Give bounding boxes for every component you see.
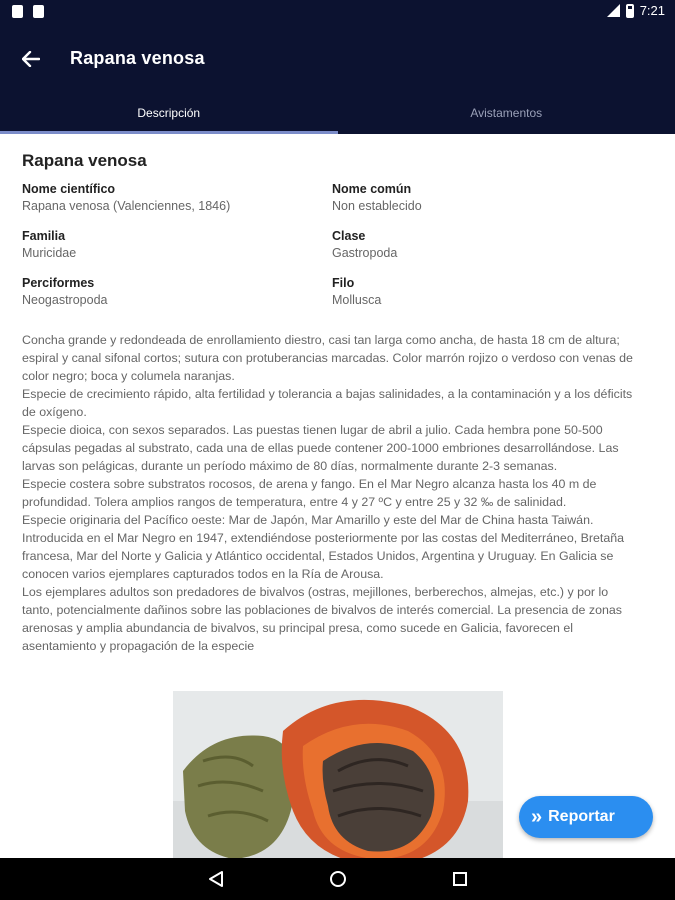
recents-square-icon[interactable] [445,864,475,894]
species-description [22,331,637,655]
field-label: Perciformes [22,276,95,290]
notification-icons [12,5,44,18]
field-family [22,228,332,275]
field-label: Filo [332,276,355,290]
double-chevron-right-icon: » [531,806,537,828]
android-icon [33,5,44,18]
report-button-label: Reportar [548,808,615,825]
status-bar [0,0,675,24]
field-value: Gastropoda [332,246,398,260]
field-class [332,228,642,275]
field-phylum [332,275,642,322]
field-order [22,275,332,322]
description-paragraph: Concha grande y redondeada de enrollamiento diestro, casi tan larga como ancha, de hasta 18 cm de altura; espiral y canal sifonal cortos; sutura con protuberancias marcadas. Color marrón rojizo o verdoso con venas de color negro; boca y columela naranjas. [22,333,633,383]
field-value: Neogastropoda [22,293,108,307]
field-label: Clase [332,229,366,243]
page-title: Rapana venosa [70,48,205,68]
species-photo [173,691,503,858]
description-paragraph: Especie de crecimiento rápido, alta fertilidad y tolerancia a bajas salinidades, a la contaminación y a los déficits de oxígeno. [22,387,633,419]
field-common-name [332,181,642,228]
species-title: Rapana venosa [22,151,147,170]
field-label: Familia [22,229,66,243]
description-paragraph: Especie originaria del Pacífico oeste: Mar de Japón, Mar Amarillo y este del Mar de China hasta Taiwán. Introducida en el Mar Negro en 1947, extendiéndose posteriormente por las costas del Mediterráneo, Bretaña francesa, Mar del Norte y Galicia y Atlántico occidental, Estados Unidos, Argentina y Uruguay. En Galicia se conocen varios ejemplares capturados todos en la Ría de Arousa. [22,513,624,581]
back-triangle-icon[interactable] [201,864,231,894]
tab-descripcion[interactable]: Descripción [0,92,338,134]
back-arrow-icon[interactable] [14,42,48,76]
field-value: Mollusca [332,293,382,307]
taxonomy-grid [22,181,642,322]
status-time: 7:21 [639,3,665,18]
field-label: Nome común [332,182,412,196]
taxonomy-row [22,181,642,228]
tab-avistamentos[interactable]: Avistamentos [470,106,543,120]
app-bar [0,24,675,92]
field-value: Rapana venosa (Valenciennes, 1846) [22,199,231,213]
battery-icon [626,4,634,18]
description-paragraph: Especie costera sobre substratos rocosos, de arena y fango. En el Mar Negro alcanza hasta los 40 m de profundidad. Tolera amplios rangos de temperatura, entre 4 y 27 ºC y entre 25 y 32 ‰ de salinidad. [22,477,597,509]
taxonomy-row [22,275,642,322]
field-scientific-name [22,181,332,228]
field-value: Muricidae [22,246,77,260]
field-value: Non establecido [332,199,422,213]
field-label: Nome científico [22,182,116,196]
signal-icon [607,4,620,17]
status-right [607,3,665,18]
content-scroll[interactable] [0,134,675,858]
description-paragraph: Especie dioica, con sexos separados. Las puestas tienen lugar de abril a julio. Cada hembra pone 50-500 cápsulas pegadas al substrato, cada una de ellas puede contener 200-1000 embriones desarrollándose. Las larvas son pelágicas, durante un período máximo de 80 días, normalmente durante 2-3 semanas. [22,423,619,473]
system-nav-bar [0,858,675,900]
description-paragraph: Los ejemplares adultos son predadores de bivalvos (ostras, mejillones, berberechos, almejas, etc.) y por lo tanto, potencialmente dañinos sobre las poblaciones de bivalvos de interés comercial. La presencia de zonas arenosas y amplia abundancia de bivalvos, su principal presa, como sucede en Galicia, favorecen el asentamiento y propagación de la especie [22,585,622,653]
report-button[interactable] [519,796,653,838]
notification-icon [12,5,23,18]
tab-bar [0,92,675,134]
taxonomy-row [22,228,642,275]
home-circle-icon[interactable] [323,864,353,894]
